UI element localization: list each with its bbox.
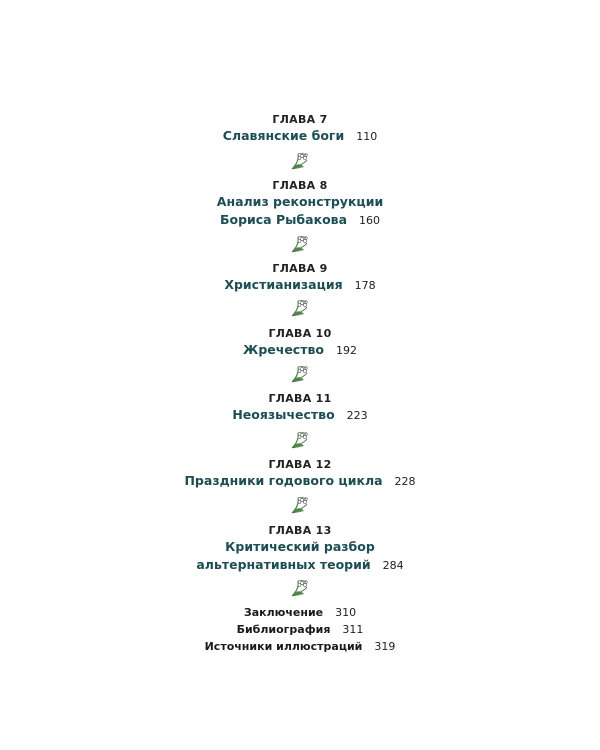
page-number: 310	[335, 606, 357, 619]
chapter-12	[0, 458, 600, 491]
chapter-label: ГЛАВА 8	[272, 179, 328, 192]
lily-of-the-valley-icon	[290, 234, 310, 254]
chapter-7	[0, 113, 600, 146]
chapter-title[interactable]: Христианизация 178	[224, 277, 376, 292]
chapter-13	[0, 524, 600, 575]
chapter-title-line[interactable]: альтернативных теорий 284	[196, 557, 404, 572]
page-number: 178	[354, 279, 376, 292]
page-number: 110	[356, 130, 378, 143]
chapter-title-line[interactable]: Анализ реконструкции	[216, 194, 384, 209]
chapter-title[interactable]: Жречество 192	[243, 342, 357, 357]
page-number: 228	[394, 475, 416, 488]
chapter-11	[0, 392, 600, 425]
page-number: 284	[382, 559, 404, 572]
lily-of-the-valley-icon	[290, 151, 310, 171]
back-matter	[0, 604, 600, 655]
page-number: 192	[335, 344, 357, 357]
chapter-label: ГЛАВА 10	[268, 327, 332, 340]
back-matter-item[interactable]: Источники иллюстраций 319	[204, 640, 396, 653]
lily-of-the-valley-icon	[290, 430, 310, 450]
page-number: 223	[346, 409, 368, 422]
chapter-10	[0, 327, 600, 360]
back-matter-item[interactable]: Библиография 311	[236, 623, 364, 636]
chapter-label: ГЛАВА 13	[268, 524, 332, 537]
chapter-9	[0, 262, 600, 295]
chapter-title[interactable]: Праздники годового цикла 228	[184, 473, 416, 488]
chapter-title-line[interactable]: Бориса Рыбакова 160	[219, 212, 381, 227]
chapter-8	[0, 179, 600, 230]
lily-of-the-valley-icon	[290, 364, 310, 384]
chapter-label: ГЛАВА 11	[268, 392, 332, 405]
chapter-label: ГЛАВА 7	[272, 113, 328, 126]
chapter-title[interactable]: Неоязычество 223	[232, 407, 368, 422]
lily-of-the-valley-icon	[290, 495, 310, 515]
page-number: 160	[359, 214, 381, 227]
chapter-title[interactable]: Славянские боги 110	[222, 128, 378, 143]
chapter-title-line[interactable]: Критический разбор	[225, 539, 375, 554]
page-number: 311	[342, 623, 364, 636]
chapter-label: ГЛАВА 12	[268, 458, 332, 471]
page-number: 319	[374, 640, 396, 653]
lily-of-the-valley-icon	[290, 298, 310, 318]
chapter-label: ГЛАВА 9	[272, 262, 328, 275]
lily-of-the-valley-icon	[290, 578, 310, 598]
back-matter-item[interactable]: Заключение 310	[243, 606, 357, 619]
